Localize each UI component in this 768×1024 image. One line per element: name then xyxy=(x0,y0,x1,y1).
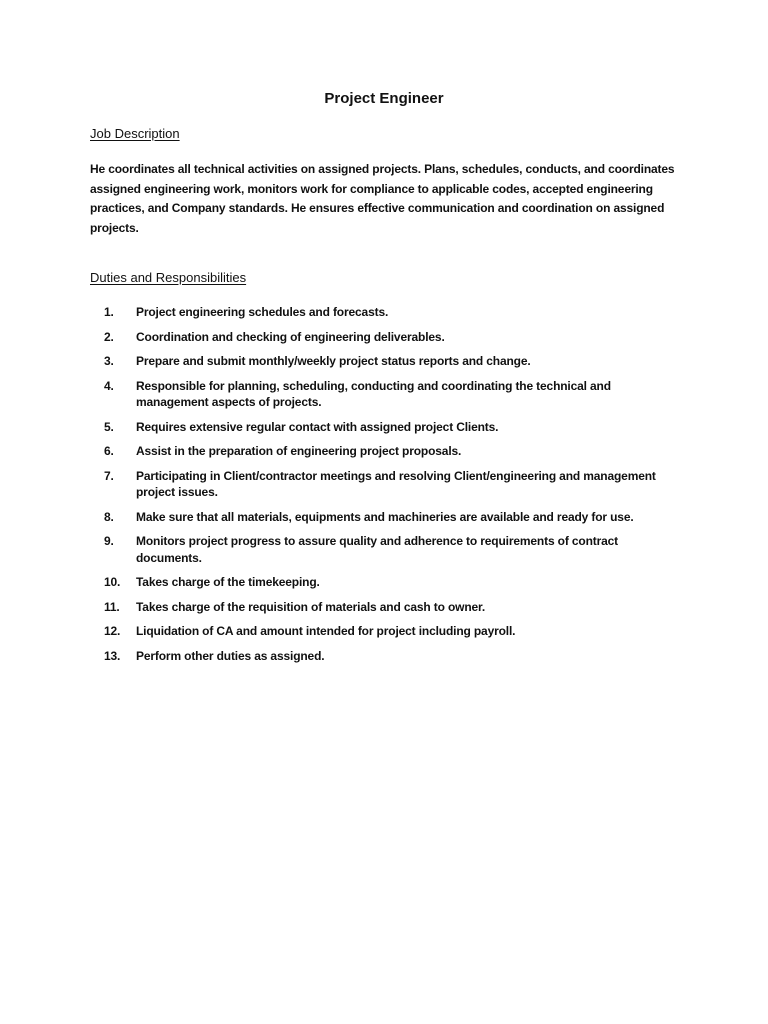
list-item xyxy=(90,443,690,460)
list-item-text: Perform other duties as assigned. xyxy=(136,648,325,663)
list-item-number: 5. xyxy=(104,419,114,434)
list-item xyxy=(90,509,690,526)
list-item-text: Takes charge of the timekeeping. xyxy=(136,575,320,589)
list-item-text: Liquidation of CA and amount intended for project including payroll. xyxy=(136,624,516,638)
list-item xyxy=(90,468,690,501)
document-title: Project Engineer xyxy=(324,90,444,107)
list-item-text: Make sure that all materials, equipments and machineries are available and ready for use. xyxy=(136,509,634,524)
list-item-number: 1. xyxy=(104,305,114,319)
list-item-text: Prepare and submit monthly/weekly project status reports and change. xyxy=(136,354,531,368)
list-item-number: 3. xyxy=(104,354,114,368)
list-item-text: Project engineering schedules and forecasts. xyxy=(136,305,389,319)
list-item-number: 4. xyxy=(104,378,114,393)
list-item xyxy=(90,378,690,411)
list-item xyxy=(90,304,690,321)
list-item xyxy=(90,353,690,370)
list-item xyxy=(90,533,690,566)
list-item-text: Coordination and checking of engineering deliverables. xyxy=(136,329,445,344)
duties-list xyxy=(90,304,690,672)
list-item xyxy=(90,599,690,616)
list-item-number: 8. xyxy=(104,509,114,524)
list-item-text: Takes charge of the requisition of materials and cash to owner. xyxy=(136,599,486,614)
list-item-text: Requires extensive regular contact with assigned project Clients. xyxy=(136,419,499,434)
duties-heading: Duties and Responsibilities xyxy=(90,270,247,285)
list-item-number: 10. xyxy=(104,575,121,589)
list-item-number: 2. xyxy=(104,329,114,344)
list-item xyxy=(90,648,690,665)
list-item-text: Participating in Client/contractor meetings and resolving Client/engineering and management project issues. xyxy=(136,468,656,499)
list-item xyxy=(90,419,690,436)
list-item-text: Responsible for planning, scheduling, conducting and coordinating the technical and management aspects of projects. xyxy=(136,378,611,409)
list-item-number: 9. xyxy=(104,534,114,548)
job-description-text: He coordinates all technical activities on assigned projects. Plans, schedules, conducts, and coordinates assigned engineering work, monitors work for compliance to applicable codes, accepted engineering practices, and Company standards. He ensures effective communication and coordination on assigned projects. xyxy=(90,162,675,236)
list-item-number: 7. xyxy=(104,468,114,483)
list-item-number: 6. xyxy=(104,444,114,458)
list-item-number: 12. xyxy=(104,624,121,638)
list-item xyxy=(90,623,690,640)
list-item-number: 13. xyxy=(104,648,121,663)
list-item-text: Assist in the preparation of engineering project proposals. xyxy=(136,444,462,458)
job-description-heading: Job Description xyxy=(90,126,180,141)
list-item xyxy=(90,329,690,346)
list-item xyxy=(90,574,690,591)
list-item-number: 11. xyxy=(104,599,120,614)
list-item-text: Monitors project progress to assure quality and adherence to requirements of contract documents. xyxy=(136,534,619,565)
